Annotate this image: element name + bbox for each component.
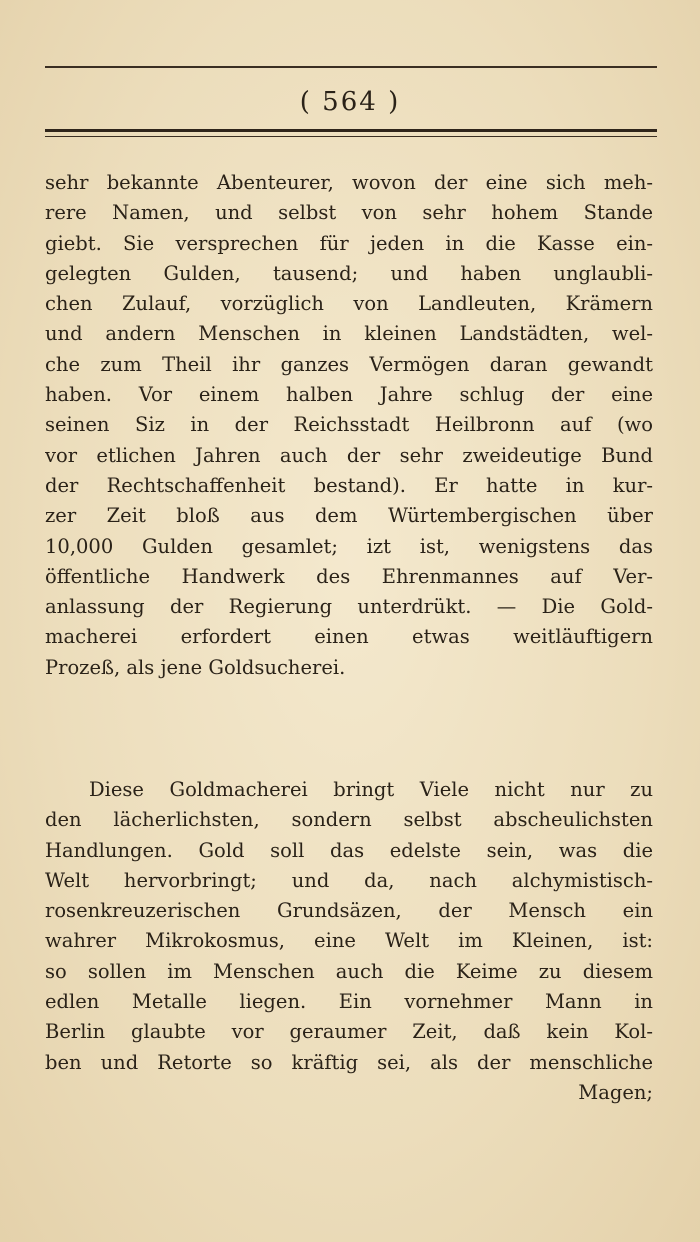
text-line: gelegten Gulden, tausend; und haben unglaubli- (45, 261, 653, 285)
text-line: chen Zulauf, vorzüglich von Landleuten, Krämern (45, 292, 653, 316)
paragraph-1 (45, 168, 653, 683)
text-line: rosenkreuzerischen Grundsäzen, der Mensch ein (45, 899, 653, 923)
text-line: seinen Siz in der Reichsstadt Heilbronn auf (wo (45, 413, 653, 437)
catchword: Magen; (578, 1080, 653, 1104)
text-line: ben und Retorte so kräftig sei, als der menschliche (45, 1050, 653, 1074)
text-line: so sollen im Menschen auch die Keime zu diesem (45, 959, 653, 983)
text-line: zer Zeit bloß aus dem Würtembergischen über (45, 504, 653, 528)
text-line: rere Namen, und selbst von sehr hohem Stande (45, 201, 653, 225)
text-line: che zum Theil ihr ganzes Vermögen daran gewandt (45, 352, 653, 376)
text-line: vor etlichen Jahren auch der sehr zweideutige Bund (45, 443, 653, 467)
text-line: sehr bekannte Abenteurer, wovon der eine sich meh- (45, 171, 653, 194)
text-line: der Rechtschaffenheit bestand). Er hatte in kur- (45, 473, 653, 497)
text-line: öffentliche Handwerk des Ehrenmannes auf Ver- (45, 564, 653, 588)
text-line: Diese Goldmacherei bringt Viele nicht nur zu (89, 778, 653, 801)
text-line: wahrer Mikrokosmus, eine Welt im Kleinen, ist: (45, 929, 653, 953)
text-line: den lächerlichsten, sondern selbst abscheulichsten (45, 808, 653, 832)
header-rule-thin (45, 136, 657, 137)
top-rule (45, 66, 657, 68)
header-rule-thick (45, 129, 657, 132)
page-number: ( 564 ) (299, 87, 401, 117)
text-line: giebt. Sie versprechen für jeden in die Kasse ein- (45, 231, 653, 255)
text-line: macherei erfordert einen etwas weitläuftigern (45, 625, 653, 649)
paragraph-2 (45, 775, 653, 1108)
text-line: anlassung der Regierung unterdrükt. — Die Gold- (45, 595, 653, 619)
text-line: haben. Vor einem halben Jahre schlug der eine (45, 383, 653, 407)
text-line: und andern Menschen in kleinen Landstädten, wel- (45, 322, 653, 346)
text-line: edlen Metalle liegen. Ein vornehmer Mann in (45, 990, 653, 1014)
text-line: Prozeß, als jene Goldsucherei. (45, 655, 346, 679)
text-line: 10,000 Gulden gesamlet; izt ist, wenigstens das (45, 534, 653, 558)
text-line: Berlin glaubte vor geraumer Zeit, daß kein Kol- (45, 1020, 653, 1044)
text-line: Handlungen. Gold soll das edelste sein, was die (45, 838, 653, 862)
text-line: Welt hervorbringt; und da, nach alchymistisch- (45, 868, 653, 892)
